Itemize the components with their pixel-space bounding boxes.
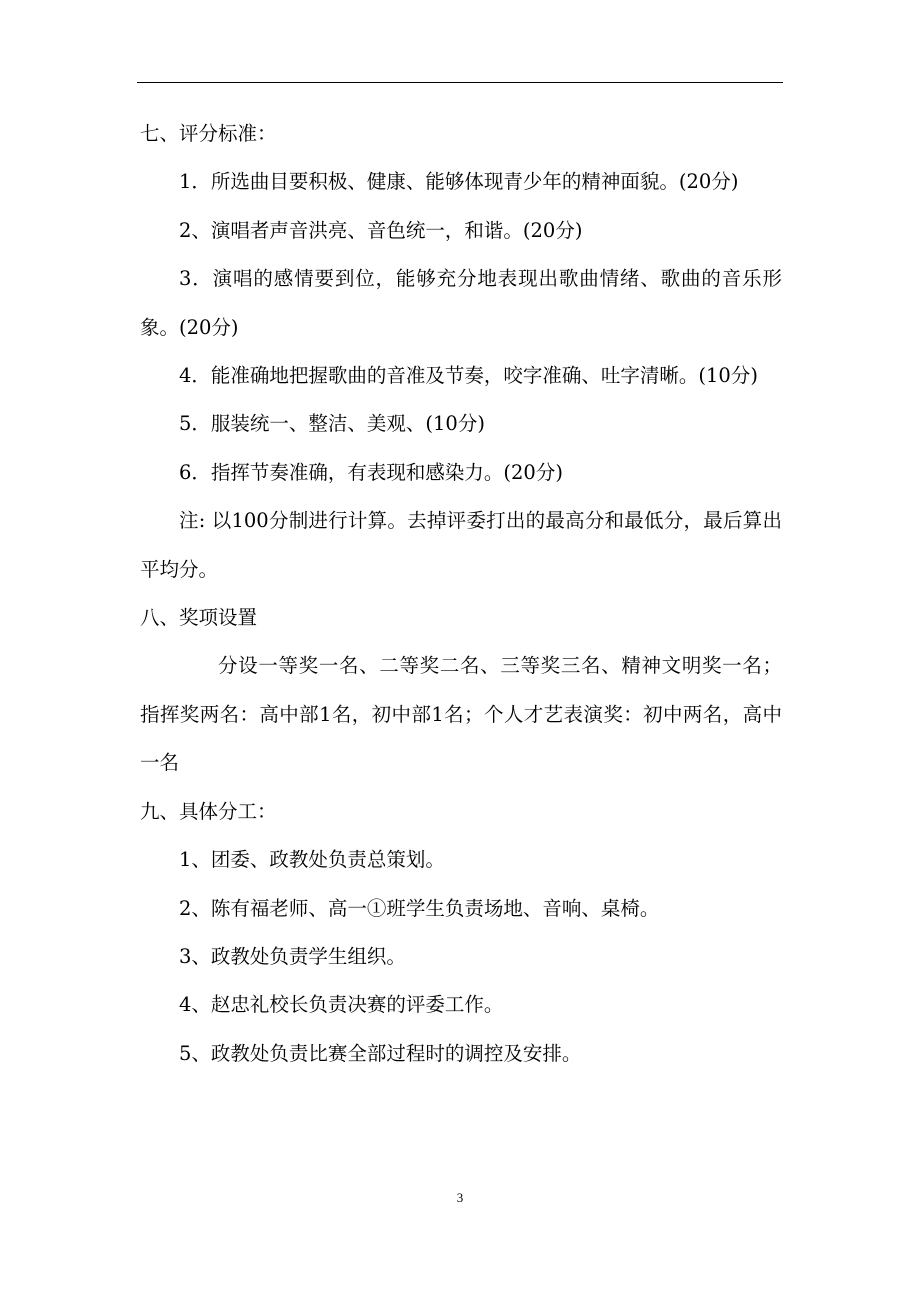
page-number: 3	[456, 1190, 464, 1205]
section-heading-awards: 八、奖项设置	[140, 606, 258, 630]
scoring-item-5: 5．服装统一、整洁、美观、(10分)	[179, 412, 485, 436]
awards-paragraph: 分设一等奖一名、二等奖二名、三等奖三名、精神文明奖一名；指挥奖两名：高中部1名，初中部1名；个人才艺表演奖：初中两名，高中一名	[140, 654, 782, 775]
document-body	[140, 110, 782, 1078]
scoring-item-6: 6．指挥节奏准确，有表现和感染力。(20分)	[179, 460, 563, 484]
scoring-item-2: 2、演唱者声音洪亮、音色统一，和谐。(20分)	[179, 218, 583, 242]
section-heading-division: 九、具体分工：	[140, 799, 277, 823]
division-item-4: 4、赵忠礼校长负责决赛的评委工作。	[179, 993, 504, 1017]
division-item-5: 5、政教处负责比赛全部过程时的调控及安排。	[179, 1041, 582, 1065]
scoring-item-3: 3．演唱的感情要到位，能够充分地表现出歌曲情绪、歌曲的音乐形象。(20分)	[140, 267, 782, 339]
scoring-item-4: 4．能准确地把握歌曲的音准及节奏，咬字准确、吐字清晰。(10分)	[179, 364, 758, 388]
division-item-3: 3、政教处负责学生组织。	[179, 944, 406, 968]
header-rule	[137, 82, 783, 83]
scoring-item-1: 1．所选曲目要积极、健康、能够体现青少年的精神面貌。(20分)	[179, 170, 739, 194]
division-item-1: 1、团委、政教处负责总策划。	[179, 848, 445, 872]
section-heading-scoring: 七、评分标准：	[140, 122, 277, 145]
scoring-note: 注: 以100分制进行计算。去掉评委打出的最高分和最低分，最后算出平均分。	[140, 509, 782, 581]
division-item-2: 2、陈有福老师、高一①班学生负责场地、音响、桌椅。	[179, 896, 660, 920]
